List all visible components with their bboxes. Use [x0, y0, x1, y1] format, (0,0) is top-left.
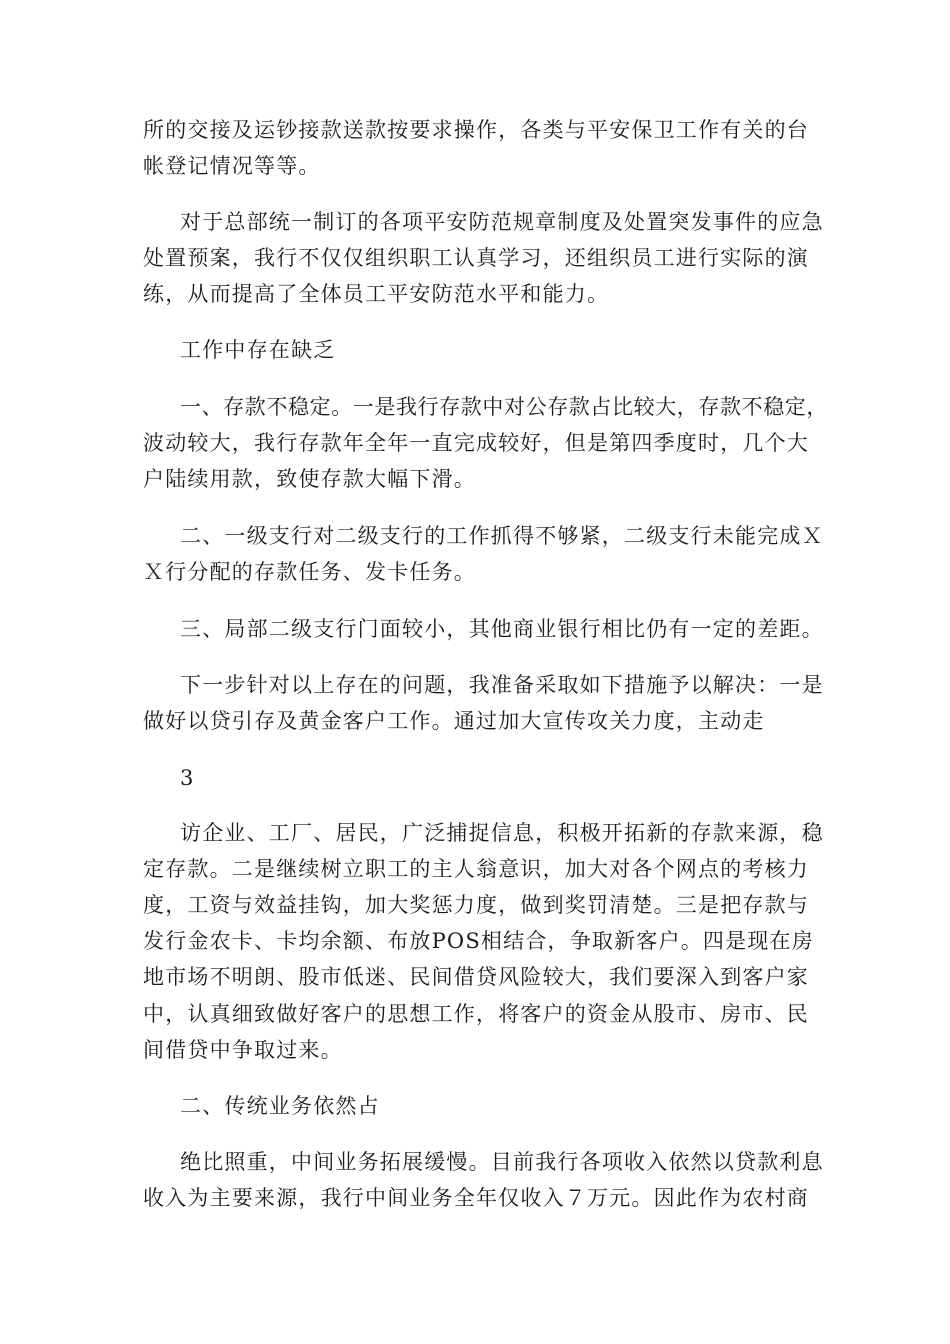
text-line: 三、局部二级支行门面较小，其他商业银行相比仍有一定的差距。: [180, 617, 824, 641]
text-line: 定存款。二是继续树立职工的主人翁意识，加大对各个网点的考核力: [143, 857, 809, 881]
text-line: Ｘ行分配的存款任务、发卡任务。: [143, 560, 476, 584]
text-line: 地市场不明朗、股市低迷、民间借贷风险较大，我们要深入到客户家: [143, 965, 809, 989]
text-line: 间借贷中争取过来。: [143, 1038, 343, 1062]
text-line: 对于总部统一制订的各项平安防范规章制度及处置突发事件的应急: [180, 210, 824, 234]
text-line: 一、存款不稳定。一是我行存款中对公存款占比较大，存款不稳定，: [180, 395, 828, 419]
text-line: 所的交接及运钞接款送款按要求操作，各类与平安保卫工作有关的台: [143, 118, 809, 142]
text-line: 收入为主要来源，我行中间业务全年仅收入７万元。因此作为农村商: [143, 1186, 809, 1210]
section-heading: 二、传统业务依然占: [180, 1094, 380, 1118]
text-line: 练，从而提高了全体员工平安防范水平和能力。: [143, 282, 610, 306]
page-number: 3: [180, 766, 195, 790]
text-line: 绝比照重，中间业务拓展缓慢。目前我行各项收入依然以贷款利息: [180, 1150, 824, 1174]
text-line: 户陆续用款，致使存款大幅下滑。: [143, 467, 476, 491]
text-line: 度，工资与效益挂钩，加大奖惩力度，做到奖罚清楚。三是把存款与: [143, 893, 809, 917]
text-line: 处置预案，我行不仅仅组织职工认真学习，还组织员工进行实际的演: [143, 246, 809, 270]
text-line: 访企业、工厂、居民，广泛捕捉信息，积极开拓新的存款来源，稳: [180, 821, 824, 845]
text-line: 二、一级支行对二级支行的工作抓得不够紧，二级支行未能完成Ｘ: [180, 524, 824, 548]
section-heading: 工作中存在缺乏: [180, 338, 336, 362]
text-line: 中，认真细致做好客户的思想工作，将客户的资金从股市、房市、民: [143, 1002, 809, 1026]
text-line: 帐登记情况等等。: [143, 154, 321, 178]
text-line: 做好以贷引存及黄金客户工作。通过加大宣传攻关力度，主动走: [143, 709, 765, 733]
text-line: 发行金农卡、卡均余额、布放POS相结合，争取新客户。四是现在房: [143, 929, 814, 953]
text-line: 下一步针对以上存在的问题，我准备采取如下措施予以解决：一是: [180, 673, 824, 697]
text-line: 波动较大，我行存款年全年一直完成较好，但是第四季度时，几个大: [143, 431, 809, 455]
